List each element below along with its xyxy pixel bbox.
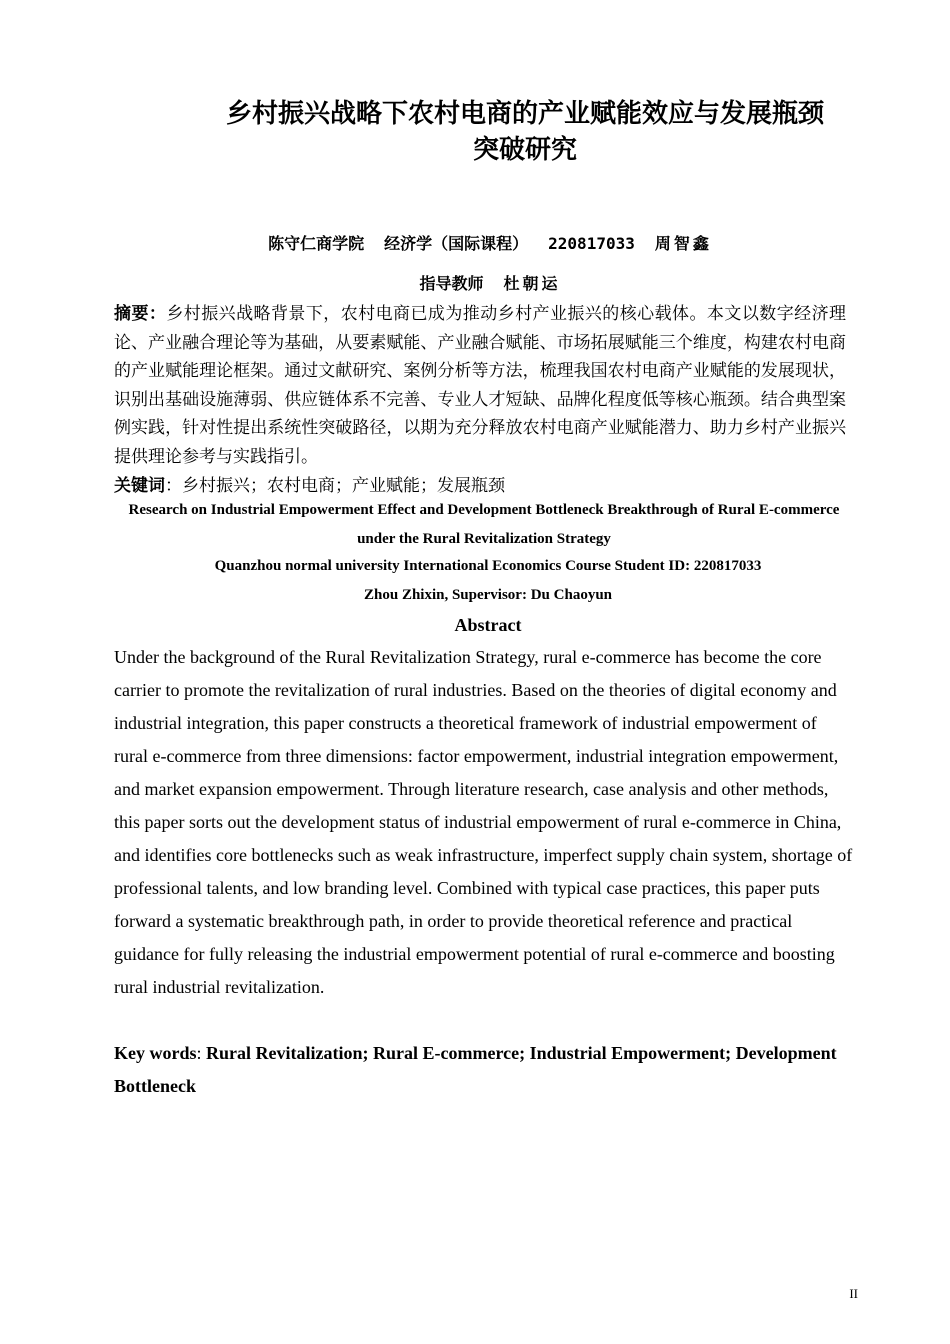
student-name: 周智鑫 xyxy=(654,234,712,253)
chinese-abstract xyxy=(114,300,846,472)
english-keywords xyxy=(114,1037,854,1103)
chinese-keywords-separator: ： xyxy=(165,476,182,496)
english-supervisor-line: Zhou Zhixin, Supervisor: Du Chaoyun xyxy=(364,587,612,603)
student-id: 220817033 xyxy=(548,234,635,253)
chinese-abstract-text: 乡村振兴战略背景下，农村电商已成为推动乡村产业振兴的核心载体。本文以数字经济理论、产业融合理论等为基础，从要素赋能、产业融合赋能、市场拓展赋能三个维度，构建农村电商的产业赋能理论框架。通过文献研究、案例分析等方法，梳理我国农村电商产业赋能的发展现状，识别出基础设施薄弱、供应链体系不完善、专业人才短缺、品牌化程度低等核心瓶颈。结合典型案例实践，针对性提出系统性突破路径，以期为充分释放农村电商产业赋能潜力、助力乡村产业振兴提供理论参考与实践指引。 xyxy=(114,304,847,467)
english-title: Research on Industrial Empowerment Effect and Development Bottleneck Breakthrough of Rural E-commerce under the Rural Revitalization Strategy xyxy=(128,502,840,547)
supervisor-label: 指导教师 xyxy=(419,274,484,293)
english-abstract-text: Under the background of the Rural Revitalization Strategy, rural e-commerce has become the core carrier to promote the revitalization of rural industries. Based on the theories of digital economy and industrial integration, this paper constructs a theoretical framework of industrial empowerment of rural e-commerce from three dimensions: factor empowerment, industrial integration empowerment, and market expansion empowerment. Through literature research, case analysis and other methods, this paper sorts out the development status of industrial empowerment of rural e-commerce in China, and identifies core bottlenecks such as weak infrastructure, imperfect supply chain system, shortage of professional talents, and low branding level. Combined with typical case practices, this paper puts forward a systematic breakthrough path, in order to provide theoretical reference and practical guidance for fully releasing the industrial empowerment potential of rural e-commerce and boosting rural industrial revitalization. xyxy=(114,647,853,997)
english-author-line: Quanzhou normal university International Economics Course Student ID: 220817033 xyxy=(214,558,762,574)
english-keywords-text: Rural Revitalization; Rural E-commerce; Industrial Empowerment; Development Bottleneck xyxy=(114,1043,837,1096)
major-name: 经济学（国际课程） xyxy=(384,234,529,253)
english-keywords-separator: : xyxy=(196,1043,207,1063)
chinese-abstract-label: 摘要： xyxy=(114,304,167,324)
chinese-title xyxy=(150,96,900,168)
chinese-keywords-label: 关键词 xyxy=(114,476,165,496)
chinese-title-line-1: 乡村振兴战略下农村电商的产业赋能效应与发展瓶颈 xyxy=(225,99,824,129)
school-name: 陈守仁商学院 xyxy=(268,234,365,253)
chinese-supervisor-line xyxy=(150,272,830,296)
page-number: II xyxy=(849,1286,858,1301)
chinese-keywords-text: 乡村振兴；农村电商；产业赋能；发展瓶颈 xyxy=(182,476,505,496)
chinese-author-line xyxy=(150,232,830,256)
chinese-title-line-2: 突破研究 xyxy=(472,135,577,165)
english-keywords-label: Key words xyxy=(114,1043,197,1063)
supervisor-name: 杜朝运 xyxy=(503,274,561,293)
english-abstract-heading: Abstract xyxy=(454,615,522,635)
